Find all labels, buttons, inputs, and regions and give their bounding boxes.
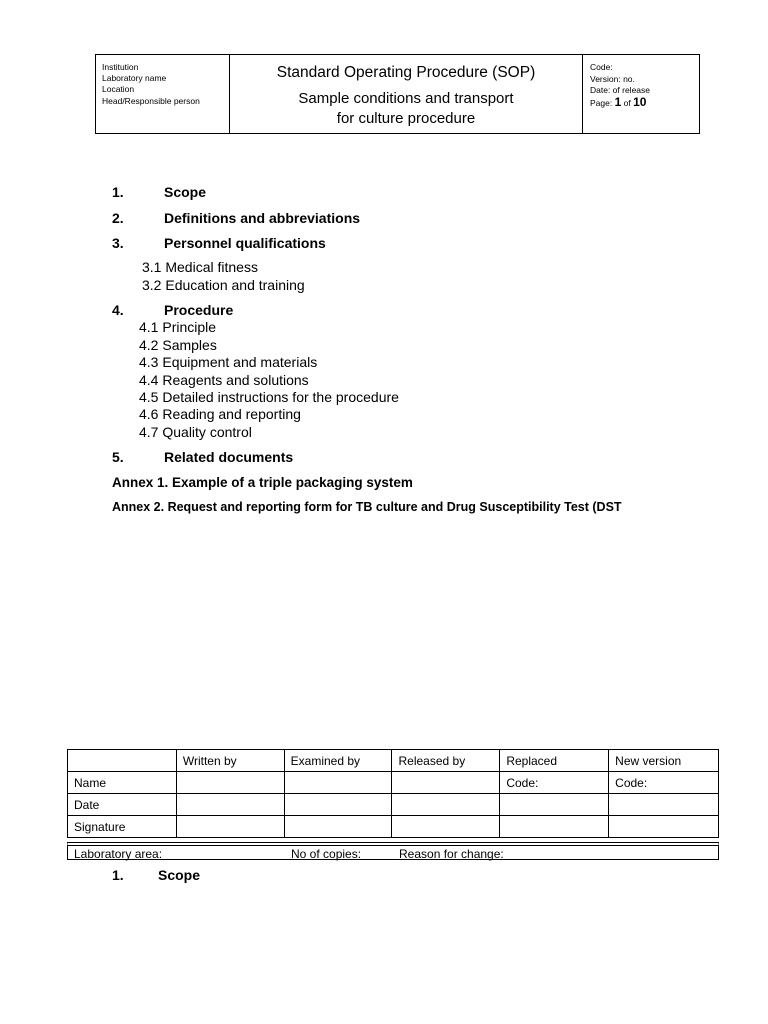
table-header-row [68,750,719,772]
section-heading-scope [112,867,200,883]
location-label: Location [102,84,135,95]
toc-label: Definitions and abbreviations [164,210,361,226]
institution-block [96,55,230,133]
toc-annex-1: Annex 1. Example of a triple packaging system [112,475,413,490]
toc-number: 2. [112,210,124,226]
section-number: 1. [112,867,124,883]
page-total: 10 [633,94,647,109]
toc-label: Procedure [164,302,234,318]
table-row [68,794,719,816]
toc-subitem: 3.2 Education and training [142,277,305,293]
sop-subtitle [230,89,582,129]
page-indicator [590,94,699,110]
toc-number: 4. [112,302,124,318]
toc-label: Related documents [164,449,294,465]
toc-item-scope [112,184,206,200]
sop-subtitle-line1: Sample conditions and transport [298,90,514,107]
toc-subitem: 4.7 Quality control [139,424,252,440]
toc-number: 5. [112,449,124,465]
toc-number: 3. [112,235,124,251]
sop-header [95,54,700,134]
table-cell [284,816,392,838]
version-label: Version: no. [590,73,635,84]
table-cell: Code: [609,772,719,794]
section-title: Scope [158,867,201,883]
institution-label: Institution [102,62,139,72]
toc-annex-2: Annex 2. Request and reporting form for TB culture and Drug Susceptibility Test (DST [112,500,622,514]
toc-label: Scope [164,184,207,200]
toc-item-related-documents [112,449,293,465]
table-row-label: Name [68,772,177,794]
table-cell [500,794,609,816]
toc-subitem: 4.5 Detailed instructions for the procedure [139,389,399,405]
revision-footer-row [67,842,719,860]
table-cell: Code: [500,772,609,794]
reason-for-change-label: Reason for change: [399,847,504,861]
code-label: Code: [590,62,613,72]
table-header-written-by: Written by [176,750,284,772]
toc-subitem: 4.4 Reagents and solutions [139,372,309,388]
table-row-label: Date [68,794,177,816]
page-number: 1 [614,94,622,109]
table-cell [500,816,609,838]
toc-number: 1. [112,184,124,200]
table-cell [392,772,500,794]
title-block [230,55,583,133]
revision-table [67,749,719,838]
toc-subitem: 4.1 Principle [139,319,217,335]
toc-subitem: 4.3 Equipment and materials [139,354,318,370]
laboratory-area-label: Laboratory area: [74,847,163,861]
toc-subitem: 4.6 Reading and reporting [139,406,301,422]
table-row [68,772,719,794]
page-label: Page: [590,97,613,108]
document-info-block [583,55,699,133]
table-cell [176,772,284,794]
page-of: of [623,97,631,108]
table-header-released-by: Released by [392,750,500,772]
table-cell [176,816,284,838]
toc-label: Personnel qualifications [164,235,326,251]
table-header-examined-by: Examined by [284,750,392,772]
table-header-replaced: Replaced [500,750,609,772]
table-cell [176,794,284,816]
table-row [68,816,719,838]
table-cell [284,772,392,794]
table-cell [392,816,500,838]
sop-title: Standard Operating Procedure (SOP) [276,64,536,81]
date-label: Date: of release [590,85,651,95]
table-cell [392,794,500,816]
copies-label: No of copies: [291,847,362,861]
toc-item-personnel [112,235,326,251]
table-header-new-version: New version [609,750,719,772]
table-cell [68,750,177,772]
toc-item-definitions [112,210,360,226]
toc-subitem: 4.2 Samples [139,337,217,353]
responsible-person-label: Head/Responsible person [102,95,200,106]
toc-item-procedure [112,302,233,318]
table-cell [609,816,719,838]
toc-subitem: 3.1 Medical fitness [142,259,258,275]
table-cell [284,794,392,816]
sop-subtitle-line2: for culture procedure [336,110,476,127]
table-row-label: Signature [68,816,177,838]
table-cell [609,794,719,816]
laboratory-name-label: Laboratory name [102,73,167,84]
